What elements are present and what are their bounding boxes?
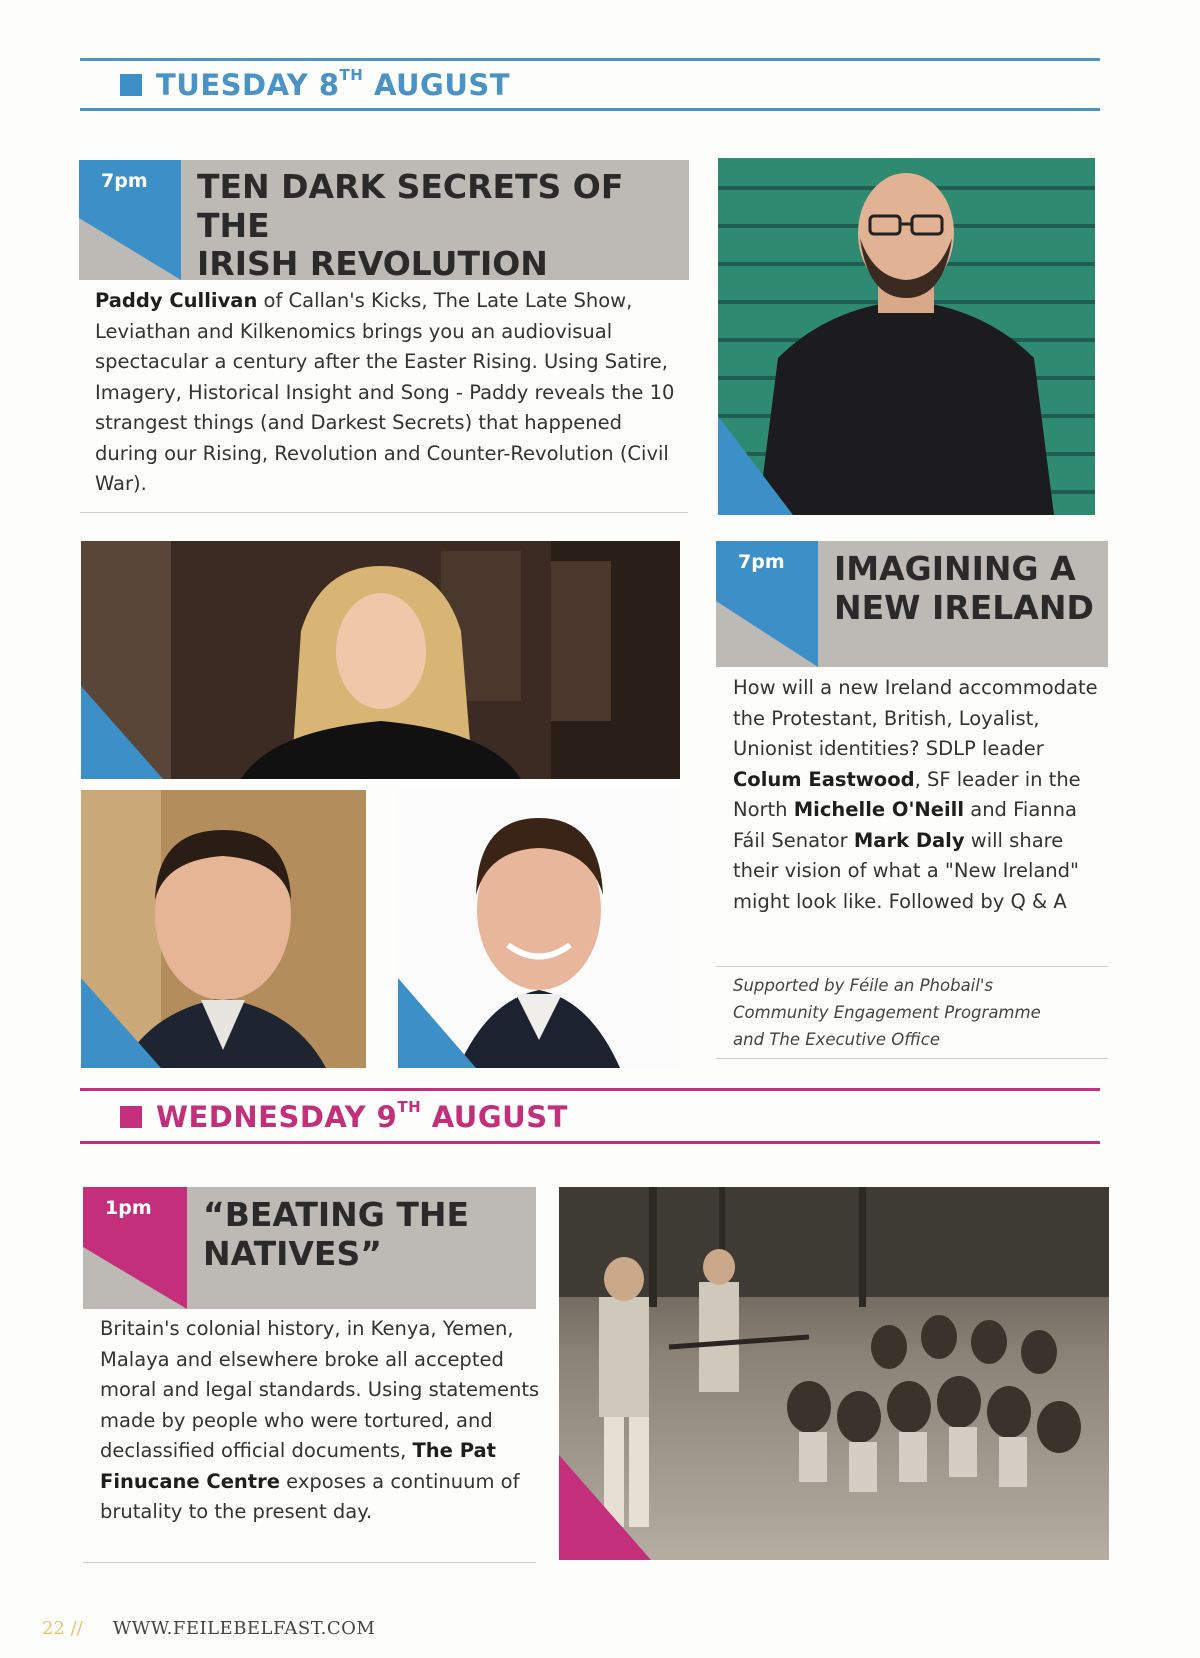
event-time: 1pm bbox=[105, 1197, 152, 1219]
divider bbox=[83, 1562, 536, 1563]
tuesday-day-title: TUESDAY 8TH AUGUST bbox=[156, 66, 511, 102]
page-footer bbox=[42, 1618, 375, 1639]
colonial-history-photo bbox=[559, 1187, 1109, 1560]
event-beating-the-natives-description: Britain's colonial history, in Kenya, Yemen, Malaya and elsewhere broke all accepted moral and legal standards. Using statements made by people who were tortured, and declassified official documents, The Pat Finucane Centre exposes a continuum of brutality to the present day. bbox=[100, 1317, 540, 1523]
event-title: TEN DARK SECRETS OF THE IRISH REVOLUTION bbox=[197, 167, 624, 280]
tuesday-top-rule bbox=[80, 58, 1100, 61]
divider bbox=[716, 1058, 1108, 1059]
event-ten-dark-secrets-description: Paddy Cullivan of Callan's Kicks, The Late Late Show, Leviathan and Kilkenomics brings you an audiovisual spectacular a century after the Easter Rising. Using Satire, Imagery, Historical Insight and Song - Paddy reveals the 10 strangest things (and Darkest Secrets) that happened during our Rising, Revolution and Counter-Revolution (Civil War). bbox=[95, 289, 675, 495]
page-number: 22 // bbox=[42, 1618, 83, 1639]
event-imagining-new-ireland-header bbox=[716, 541, 1108, 667]
wednesday-day-title: WEDNESDAY 9TH AUGUST bbox=[156, 1098, 568, 1134]
website-url: WWW.FEILEBELFAST.COM bbox=[112, 1618, 376, 1639]
michelle-oneill-photo bbox=[81, 541, 680, 779]
divider bbox=[716, 966, 1108, 967]
wednesday-top-rule bbox=[80, 1088, 1100, 1091]
event-ten-dark-secrets-header bbox=[79, 160, 689, 280]
tuesday-day-header bbox=[120, 68, 510, 102]
event-beating-the-natives-header bbox=[83, 1187, 536, 1309]
mark-daly-photo bbox=[398, 790, 680, 1068]
divider bbox=[80, 512, 688, 513]
event-support-credit: Supported by Féile an Phobail's Community Engagement Programme and The Executive Office bbox=[733, 976, 1041, 1049]
event-time: 7pm bbox=[738, 551, 785, 573]
event-time: 7pm bbox=[101, 170, 148, 192]
tuesday-square-icon bbox=[120, 74, 142, 96]
wednesday-square-icon bbox=[120, 1106, 142, 1128]
paddy-cullivan-photo bbox=[718, 158, 1095, 515]
wednesday-day-header bbox=[120, 1100, 568, 1134]
event-title: IMAGINING A NEW IRELAND bbox=[834, 549, 1094, 627]
tuesday-bottom-rule bbox=[80, 108, 1100, 111]
colum-eastwood-photo bbox=[81, 790, 366, 1068]
event-imagining-new-ireland-description: How will a new Ireland accommodate the Protestant, British, Loyalist, Unionist identities? SDLP leader Colum Eastwood, SF leader in the North Michelle O'Neill and Fianna Fáil Senator Mark Daly will share their vision of what a "New Ireland" might look like. Followed by Q & A bbox=[733, 676, 1098, 913]
event-title: “BEATING THE NATIVES” bbox=[203, 1195, 470, 1273]
wednesday-bottom-rule bbox=[80, 1141, 1100, 1144]
